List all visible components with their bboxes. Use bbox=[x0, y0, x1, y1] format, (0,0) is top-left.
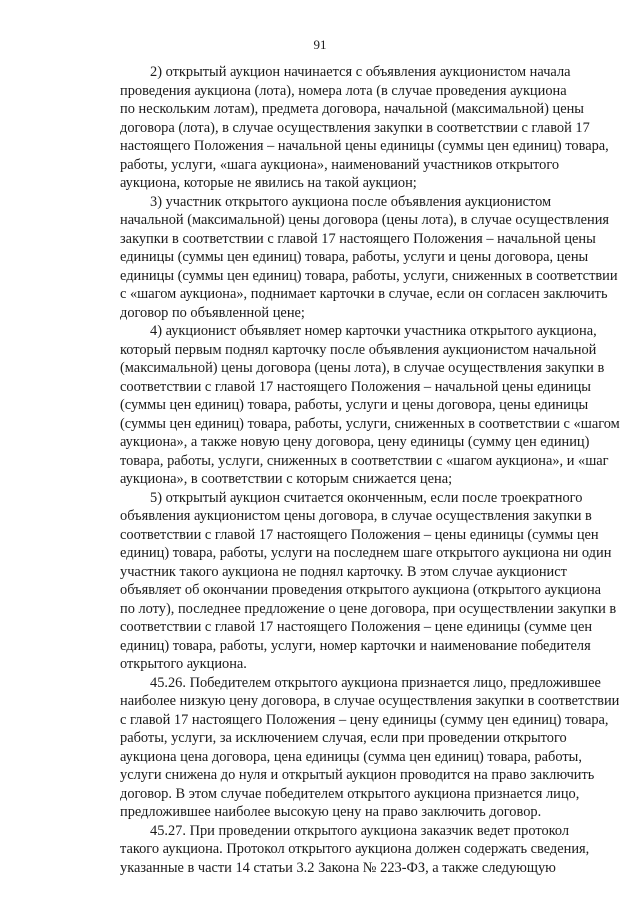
text-line: с «шагом аукциона», поднимает карточки в случае, если он согласен заключить bbox=[120, 286, 608, 302]
text-line: открытого аукциона. bbox=[120, 656, 247, 672]
text-line: 5) открытый аукцион считается оконченным, если после троекратного bbox=[150, 489, 583, 506]
text-line: единицы (суммы цен единиц) товара, работы, услуги, сниженных в соответствии bbox=[120, 267, 618, 284]
document-body bbox=[120, 63, 620, 877]
text-line: аукциона», в соответствии с которым снижается цена; bbox=[120, 471, 453, 487]
text-line: который первым поднял карточку после объявления аукционистом начальной bbox=[120, 341, 597, 358]
paragraph bbox=[120, 193, 618, 323]
text-line: аукциона», а также новую цену договора, цену единицы (сумму цен единиц) bbox=[120, 434, 590, 450]
paragraph bbox=[120, 322, 620, 489]
text-line: соответствии с главой 17 настоящего Положения – цены единицы (суммы цен bbox=[120, 526, 599, 543]
text-line: (максимальной) цены договора (цены лота), в случае осуществления закупки в bbox=[120, 360, 605, 376]
text-line: единиц) товара, работы, услуги, номер карточки и наименование победителя bbox=[120, 637, 591, 654]
text-line: 3) участник открытого аукциона после объявления аукционистом bbox=[150, 193, 552, 210]
text-line: начальной (максимальной) цены договора (цены лота), в случае осуществления bbox=[120, 212, 610, 228]
text-line: 2) открытый аукцион начинается с объявления аукционистом начала bbox=[150, 64, 571, 80]
paragraph bbox=[120, 489, 617, 674]
text-line: по лоту), последнее предложение о цене договора, при осуществлении закупки в bbox=[120, 600, 617, 617]
text-line: по нескольким лотам), предмета договора, начальной (максимальной) цены bbox=[120, 101, 584, 117]
text-line: аукциона цена договора, цена единицы (сумма цен единиц) товара, работы, bbox=[120, 748, 582, 765]
text-line: товара, работы, услуги, сниженных в соответствии с «шагом аукциона», и «шаг bbox=[120, 452, 609, 469]
paragraph bbox=[120, 822, 590, 878]
text-line: настоящего Положения – начальной цены единицы (суммы цен единиц) товара, bbox=[120, 138, 609, 154]
text-line: (суммы цен единиц) товара, работы, услуги и цены договора, цены единицы bbox=[120, 397, 589, 413]
text-line: работы, услуги, «шага аукциона», наименований участников открытого bbox=[120, 156, 560, 173]
text-line: закупки в соответствии с главой 17 настоящего Положения – начальной цены bbox=[120, 230, 596, 247]
text-line: предложившее наиболее высокую цену на право заключить договор. bbox=[120, 804, 542, 820]
text-line: проведения аукциона (лота), номера лота (в случае проведения аукциона bbox=[120, 82, 567, 99]
text-line: объявления аукционистом цены договора, в случае осуществления закупки в bbox=[120, 508, 592, 524]
paragraph bbox=[120, 63, 609, 193]
text-line: 45.27. При проведении открытого аукциона заказчик ведет протокол bbox=[150, 822, 570, 839]
text-line: договор. В этом случае победителем открытого аукциона признается лицо, bbox=[120, 785, 580, 802]
page-number: 91 bbox=[313, 37, 327, 52]
text-line: 45.26. Победителем открытого аукциона признается лицо, предложившее bbox=[150, 674, 601, 691]
text-line: договора (лота), в случае осуществления закупки в соответствии с главой 17 bbox=[120, 119, 590, 136]
text-line: услуги снижена до нуля и открытый аукцион проводится на право заключить bbox=[120, 767, 595, 783]
text-line: соответствии с главой 17 настоящего Положения – начальной цены единицы bbox=[120, 378, 591, 395]
text-line: указанные в части 14 статьи 3.2 Закона № 223-ФЗ, а также следующую bbox=[120, 859, 556, 876]
text-line: соответствии с главой 17 настоящего Положения – цене единицы (сумме цен bbox=[120, 619, 593, 635]
text-line: наиболее низкую цену договора, в случае осуществления закупки в соответствии bbox=[120, 693, 620, 709]
text-line: (суммы цен единиц) товара, работы, услуги, сниженных в соответствии с «шагом bbox=[120, 415, 620, 432]
text-line: аукциона, которые не явились на такой аукцион; bbox=[120, 175, 417, 191]
text-line: участник такого аукциона не поднял карточку. В этом случае аукционист bbox=[120, 563, 567, 580]
text-line: такого аукциона. Протокол открытого аукциона должен содержать сведения, bbox=[120, 841, 590, 857]
paragraph bbox=[120, 674, 620, 822]
text-line: с главой 17 настоящего Положения – цену единицы (сумму цен единиц) товара, bbox=[120, 711, 609, 728]
text-line: единиц) товара, работы, услуги на последнем шаге открытого аукциона ни один bbox=[120, 545, 612, 561]
text-line: договор по объявленной цене; bbox=[120, 304, 305, 321]
text-line: единицы (суммы цен единиц) товара, работы, услуги и цены договора, цены bbox=[120, 249, 589, 265]
text-line: объявляет об окончании проведения открытого аукциона (открытого аукциона bbox=[120, 582, 602, 598]
text-line: 4) аукционист объявляет номер карточки участника открытого аукциона, bbox=[150, 323, 597, 339]
text-line: работы, услуги, за исключением случая, если при проведении открытого bbox=[120, 730, 567, 746]
